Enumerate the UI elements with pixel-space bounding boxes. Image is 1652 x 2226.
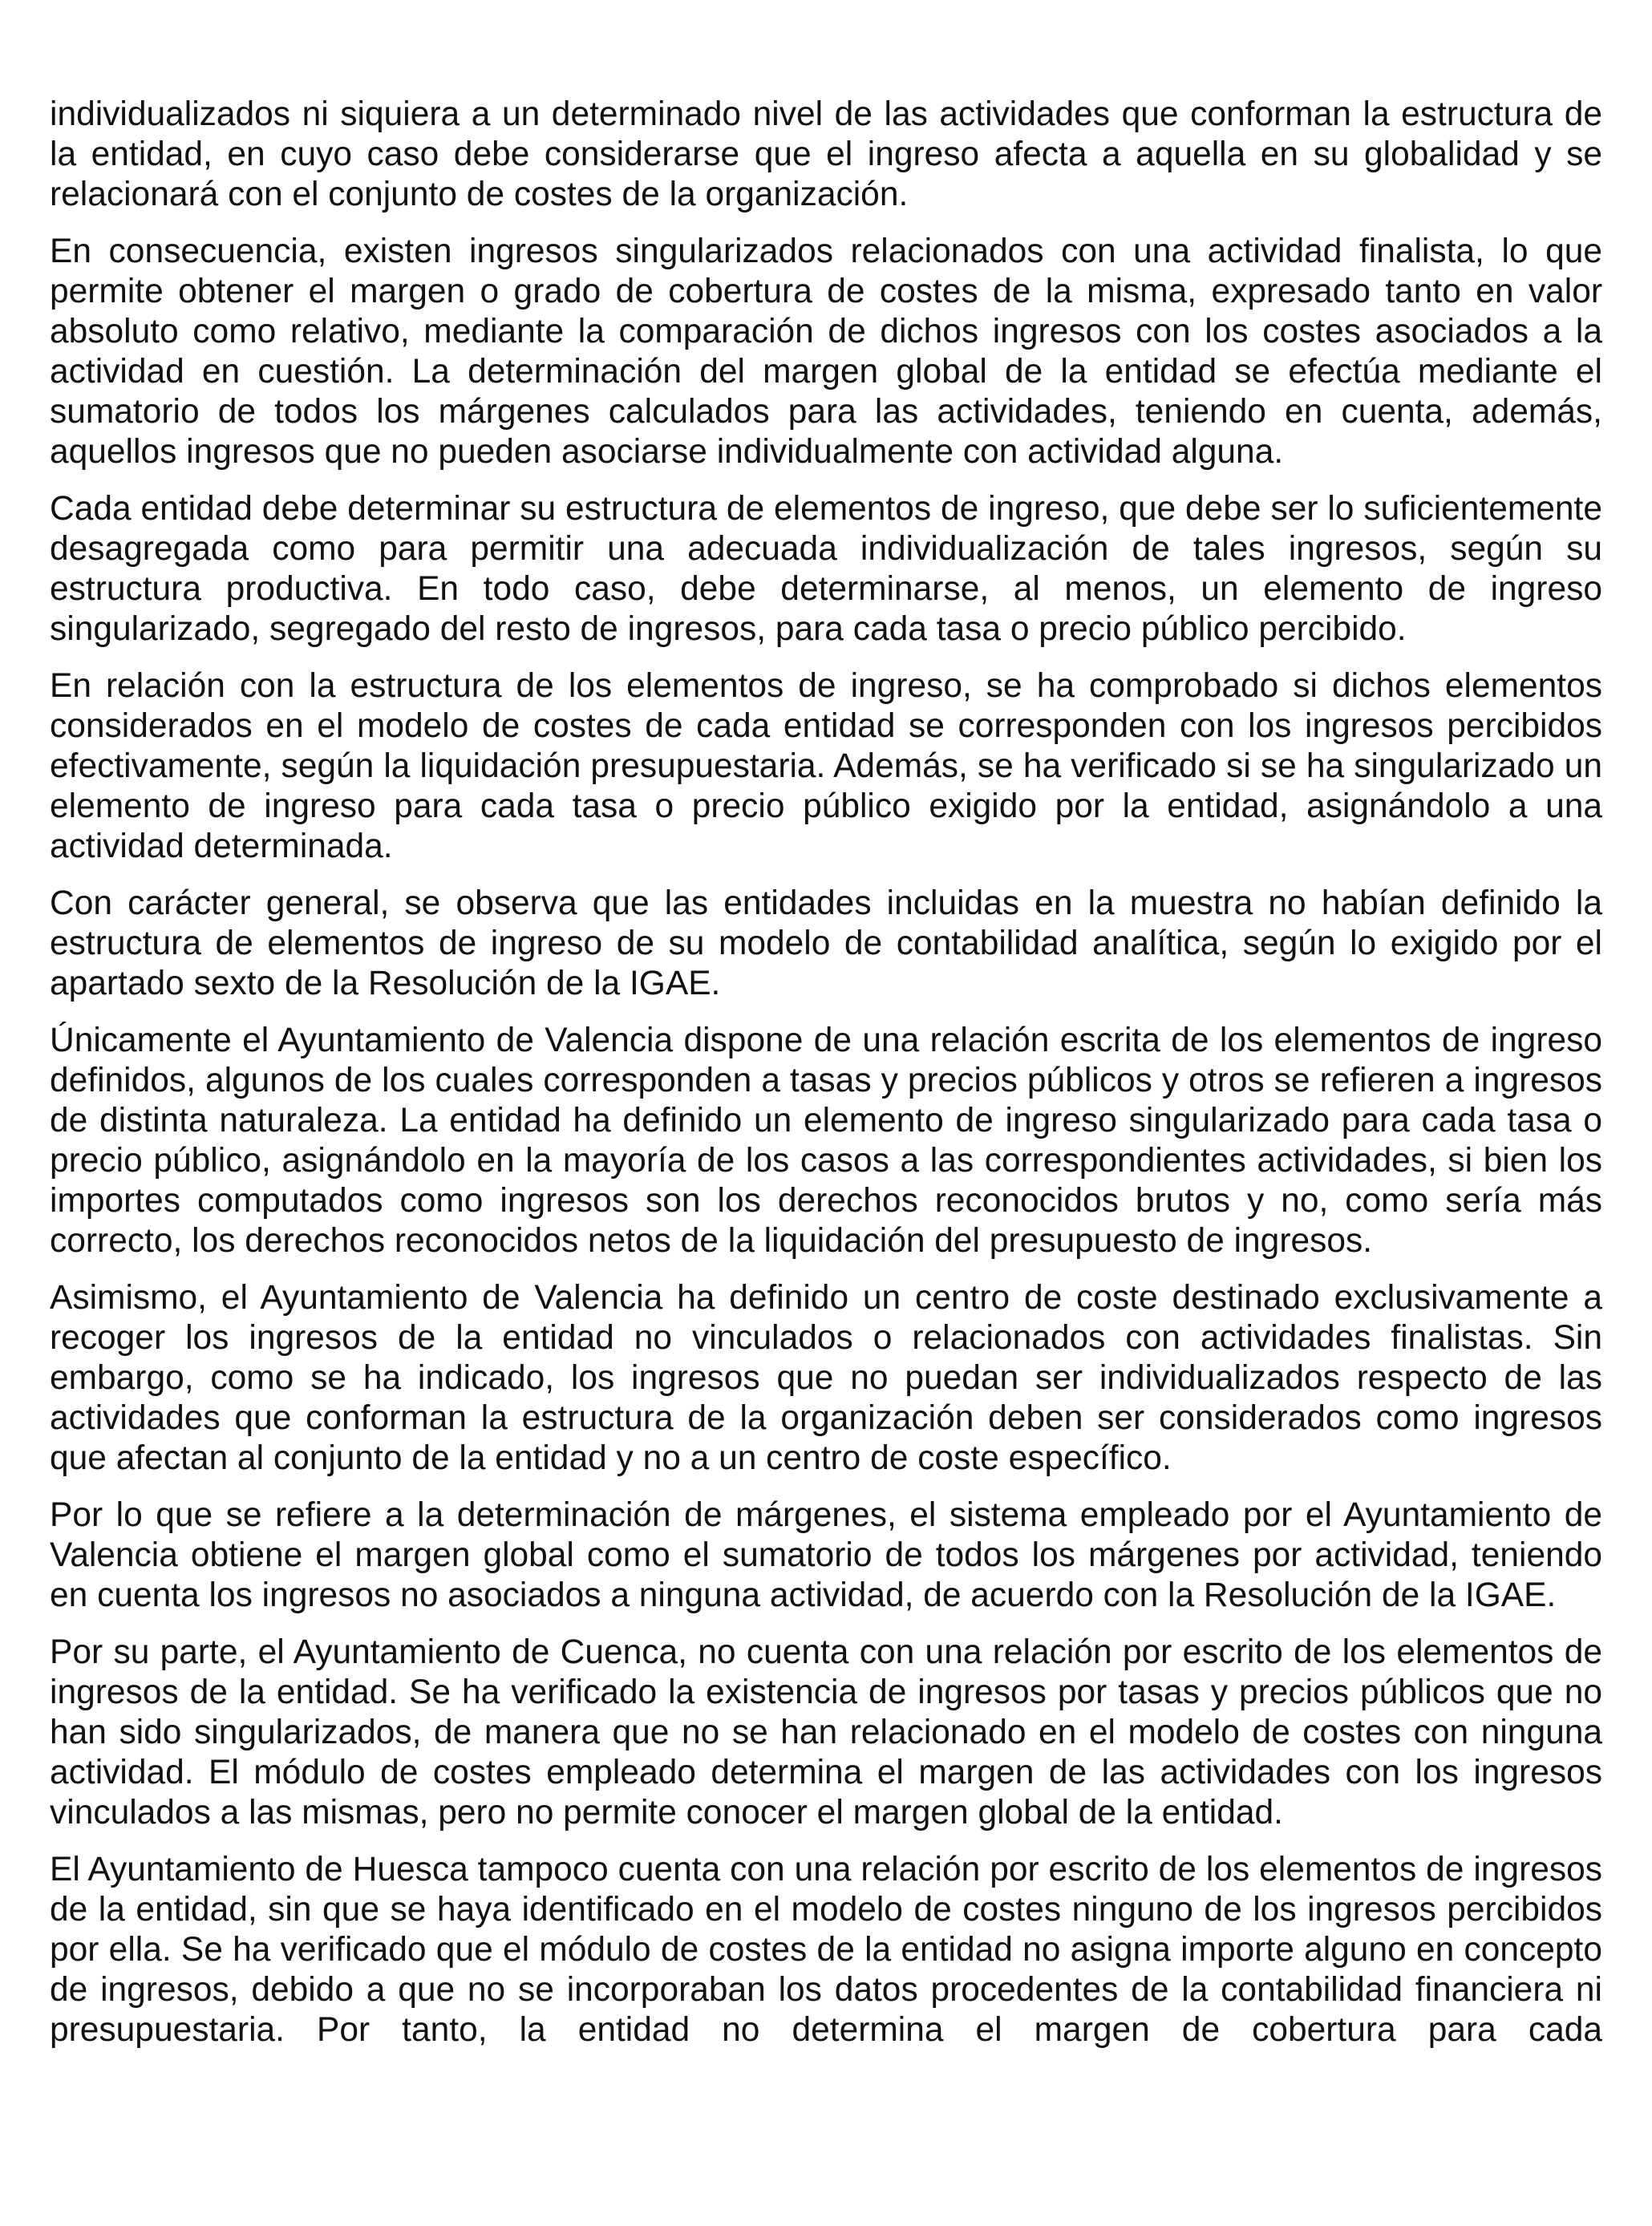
paragraph: Cada entidad debe determinar su estructura de elementos de ingreso, que debe ser lo suficientemente desagregada como para permitir una adecuada individualización de tales ingresos, según su estructura productiva. En todo caso, debe determinarse, al menos, un elemento de ingreso singularizado, segregado del resto de ingresos, para cada tasa o precio público percibido. xyxy=(50,490,1602,648)
paragraph: En consecuencia, existen ingresos singularizados relacionados con una actividad finalista, lo que permite obtener el margen o grado de cobertura de costes de la misma, expresado tanto en valor absoluto como relativo, mediante la comparación de dichos ingresos con los costes asociados a la actividad en cuestión. La determinación del margen global de la entidad se efectúa mediante el sumatorio de todos los márgenes calculados para las actividades, teniendo en cuenta, además, aquellos ingresos que no pueden asociarse individualmente con actividad alguna. xyxy=(50,233,1602,471)
paragraph: Asimismo, el Ayuntamiento de Valencia ha definido un centro de coste destinado exclusivamente a recoger los ingresos de la entidad no vinculados o relacionados con actividades finalistas. Sin embargo, como se ha indicado, los ingresos que no puedan ser individualizados respecto de las actividades que conforman la estructura de la organización deben ser considerados como ingresos que afectan al conjunto de la entidad y no a un centro de coste específico. xyxy=(50,1279,1602,1477)
paragraph: Por su parte, el Ayuntamiento de Cuenca, no cuenta con una relación por escrito de los elementos de ingresos de la entidad. Se ha verificado la existencia de ingresos por tasas y precios públicos que no han sido singularizados, de manera que no se han relacionado en el modelo de costes con ninguna actividad. El módulo de costes empleado determina el margen de las actividades con los ingresos vinculados a las mismas, pero no permite conocer el margen global de la entidad. xyxy=(50,1633,1602,1831)
paragraph: Por lo que se refiere a la determinación de márgenes, el sistema empleado por el Ayuntamiento de Valencia obtiene el margen global como el sumatorio de todos los márgenes por actividad, teniendo en cuenta los ingresos no asociados a ninguna actividad, de acuerdo con la Resolución de la IGAE. xyxy=(50,1496,1602,1614)
paragraph: Únicamente el Ayuntamiento de Valencia dispone de una relación escrita de los elementos de ingreso definidos, algunos de los cuales corresponden a tasas y precios públicos y otros se refieren a ingresos de distinta naturaleza. La entidad ha definido un elemento de ingreso singularizado para cada tasa o precio público, asignándolo en la mayoría de los casos a las correspondientes actividades, si bien los importes computados como ingresos son los derechos reconocidos brutos y no, como sería más correcto, los derechos reconocidos netos de la liquidación del presupuesto de ingresos. xyxy=(50,1022,1602,1260)
document-page xyxy=(50,95,1602,2067)
paragraph: El Ayuntamiento de Huesca tampoco cuenta con una relación por escrito de los elementos de ingresos de la entidad, sin que se haya identificado en el modelo de costes ninguno de los ingresos percibidos por ella. Se ha verificado que el módulo de costes de la entidad no asigna importe alguno en concepto de ingresos, debido a que no se incorporaban los datos procedentes de la contabilidad financiera ni presupuestaria. Por tanto, la entidad no determina el margen de cobertura para cada xyxy=(50,1851,1602,2049)
paragraph: Con carácter general, se observa que las entidades incluidas en la muestra no habían definido la estructura de elementos de ingreso de su modelo de contabilidad analítica, según lo exigido por el apartado sexto de la Resolución de la IGAE. xyxy=(50,884,1602,1002)
paragraph: individualizados ni siquiera a un determinado nivel de las actividades que conforman la estructura de la entidad, en cuyo caso debe considerarse que el ingreso afecta a aquella en su globalidad y se relacionará con el conjunto de costes de la organización. xyxy=(50,95,1602,213)
paragraph: En relación con la estructura de los elementos de ingreso, se ha comprobado si dichos elementos considerados en el modelo de costes de cada entidad se corresponden con los ingresos percibidos efectivamente, según la liquidación presupuestaria. Además, se ha verificado si se ha singularizado un elemento de ingreso para cada tasa o precio público exigido por la entidad, asignándolo a una actividad determinada. xyxy=(50,667,1602,865)
